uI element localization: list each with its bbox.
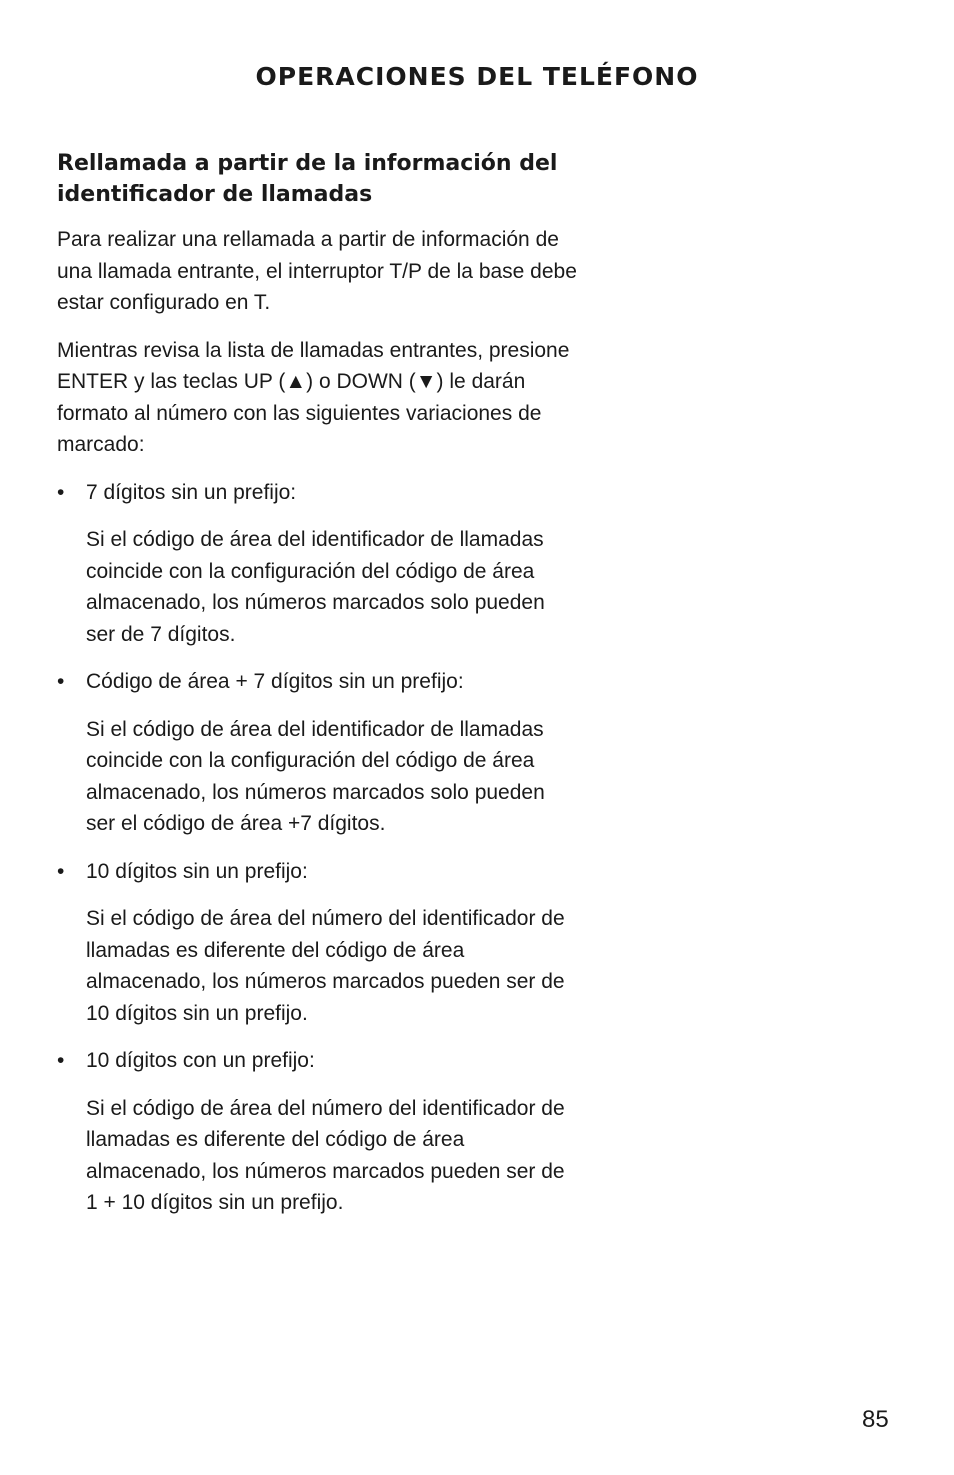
bullet-title: 10 dígitos con un prefijo:	[86, 1049, 315, 1072]
section-heading-line1: Rellamada a partir de la información del	[57, 151, 558, 176]
bullet-icon: •	[57, 480, 65, 504]
bullet-title: 10 dígitos sin un prefijo:	[86, 859, 308, 883]
list-item-title	[57, 856, 577, 888]
list-item-title	[57, 666, 577, 698]
bullet-icon: •	[57, 859, 65, 883]
bullet-icon: •	[57, 670, 65, 693]
list-item-title	[57, 1045, 577, 1077]
instructions-paragraph: Mientras revisa la lista de llamadas entrantes, presione ENTER y las teclas UP (▲) o DOWN (▼) le darán formato al número con las siguientes variaciones de marcado:	[57, 338, 570, 456]
main-content	[57, 148, 577, 1235]
list-item-description: Si el código de área del número del identificador de llamadas es diferente del código de área almacenado, los números marcados pueden ser de 1 + 10 dígitos sin un prefijo.	[86, 1096, 565, 1214]
section-heading-line2: identificador de llamadas	[57, 182, 373, 207]
page-title: OPERACIONES DEL TELÉFONO	[255, 62, 699, 91]
list-item-description: Si el código de área del identificador de llamadas coincide con la configuración del código de área almacenado, los números marcados solo pueden ser de 7 dígitos.	[86, 528, 545, 646]
section-heading	[57, 148, 567, 210]
list-item-description: Si el código de área del identificador de llamadas coincide con la configuración del código de área almacenado, los números marcados solo pueden ser el código de área +7 dígitos.	[86, 717, 545, 835]
bullet-title: Código de área + 7 dígitos sin un prefijo:	[86, 670, 464, 693]
page-number: 85	[862, 1406, 889, 1433]
intro-paragraph: Para realizar una rellamada a partir de información de una llamada entrante, el interruptor T/P de la base debe estar configurado en T.	[57, 228, 577, 314]
bullet-icon: •	[57, 1049, 65, 1072]
list-item-description: Si el código de área del número del identificador de llamadas es diferente del código de área almacenado, los números marcados pueden ser de 10 dígitos sin un prefijo.	[86, 907, 565, 1025]
bullet-title: 7 dígitos sin un prefijo:	[86, 480, 297, 504]
list-item-title	[57, 477, 577, 509]
